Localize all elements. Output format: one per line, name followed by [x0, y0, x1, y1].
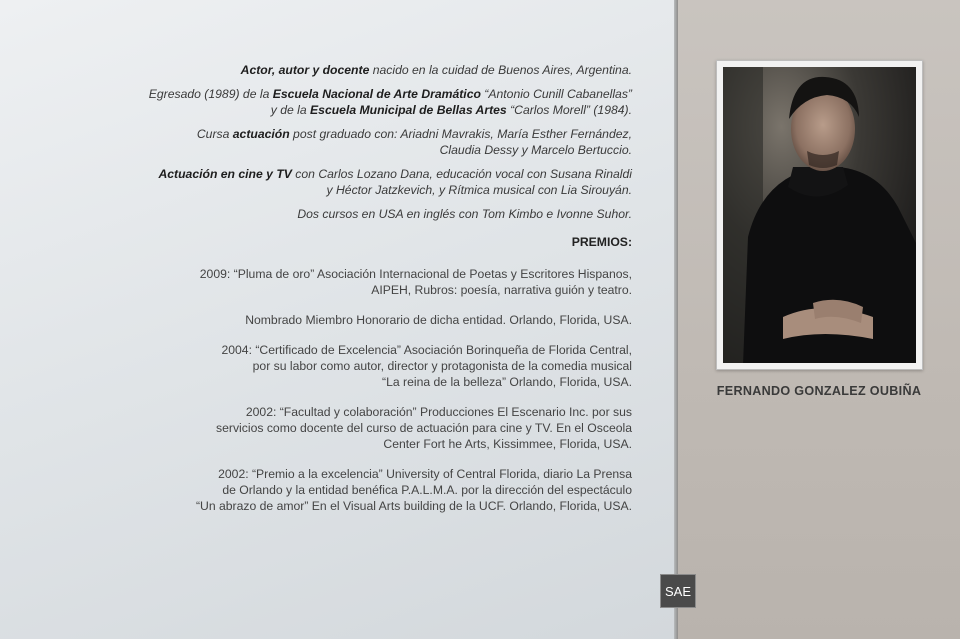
bio-text: “Carlos Morell” (1984).: [506, 103, 632, 117]
bio-section: [112, 62, 632, 222]
bio-text: nacido en la cuidad de Buenos Aires, Argentina.: [369, 63, 632, 77]
portrait-figure: [723, 67, 916, 363]
bio-paragraph: [112, 126, 632, 158]
award-line: 2004: “Certificado de Excelencia” Asociación Borinqueña de Florida Central,: [221, 343, 632, 357]
bio-text: “Antonio Cunill Cabanellas” y de la: [270, 87, 632, 117]
person-name: FERNANDO GONZALEZ OUBIÑA: [716, 384, 922, 398]
award-line: 2002: “Premio a la excelencia” University of Central Florida, diario La Prensa: [218, 467, 632, 481]
award-item: [112, 266, 632, 298]
award-item: [112, 312, 632, 328]
bio-paragraph: [112, 86, 632, 118]
awards-list: [112, 266, 632, 514]
bio-paragraph: [112, 62, 632, 78]
premios-heading: PREMIOS:: [571, 235, 632, 249]
award-line: 2009: “Pluma de oro” Asociación Internacional de Poetas y Escritores Hispanos,: [199, 267, 632, 281]
bio-paragraph: [112, 206, 632, 222]
award-line: “Un abrazo de amor” En el Visual Arts building de la UCF. Orlando, Florida, USA.: [195, 499, 632, 513]
bio-text: post graduado con: Ariadni Mavrakis, María Esther Fernández, Claudia Dessy y Marcelo Bertuccio.: [289, 127, 632, 157]
award-line: Nombrado Miembro Honorario de dicha entidad. Orlando, Florida, USA.: [245, 313, 632, 327]
award-item: [112, 342, 632, 390]
bio-bold-text: Escuela Municipal de Bellas Artes: [310, 103, 507, 117]
award-line: por su labor como autor, director y protagonista de la comedia musical: [252, 359, 632, 373]
award-line: servicios como docente del curso de actuación para cine y TV. En el Osceola: [216, 421, 632, 435]
bio-text: Cursa: [196, 127, 233, 141]
bio-text: Dos cursos en USA en inglés con Tom Kimbo e Ivonne Suhor.: [297, 207, 632, 221]
bio-bold-text: actuación: [232, 127, 290, 141]
sae-logo: SAE: [660, 574, 696, 608]
award-line: de Orlando y la entidad benéfica P.A.L.M.A. por la dirección del espectáculo: [222, 483, 632, 497]
portrait-photo: [723, 67, 916, 363]
award-line: 2002: “Facultad y colaboración” Producciones El Escenario Inc. por sus: [245, 405, 632, 419]
bio-bold-text: Actuación en cine y TV: [158, 167, 292, 181]
bio-paragraph: [112, 166, 632, 198]
portrait-frame: [716, 60, 923, 370]
bio-bold-text: Actor, autor y docente: [240, 63, 370, 77]
award-line: “La reina de la belleza” Orlando, Florida, USA.: [382, 375, 632, 389]
bio-text: con Carlos Lozano Dana, educación vocal con Susana Rinaldi y Héctor Jatzkevich, y Rítmica musical con Lia Sirouyán.: [291, 167, 632, 197]
bio-text: Egresado (1989) de la: [148, 87, 273, 101]
text-column: [112, 62, 632, 528]
award-line: AIPEH, Rubros: poesía, narrativa guión y teatro.: [371, 283, 632, 297]
bio-bold-text: Escuela Nacional de Arte Dramático: [272, 87, 481, 101]
award-line: Center Fort he Arts, Kissimmee, Florida, USA.: [383, 437, 632, 451]
award-item: [112, 404, 632, 452]
award-item: [112, 466, 632, 514]
